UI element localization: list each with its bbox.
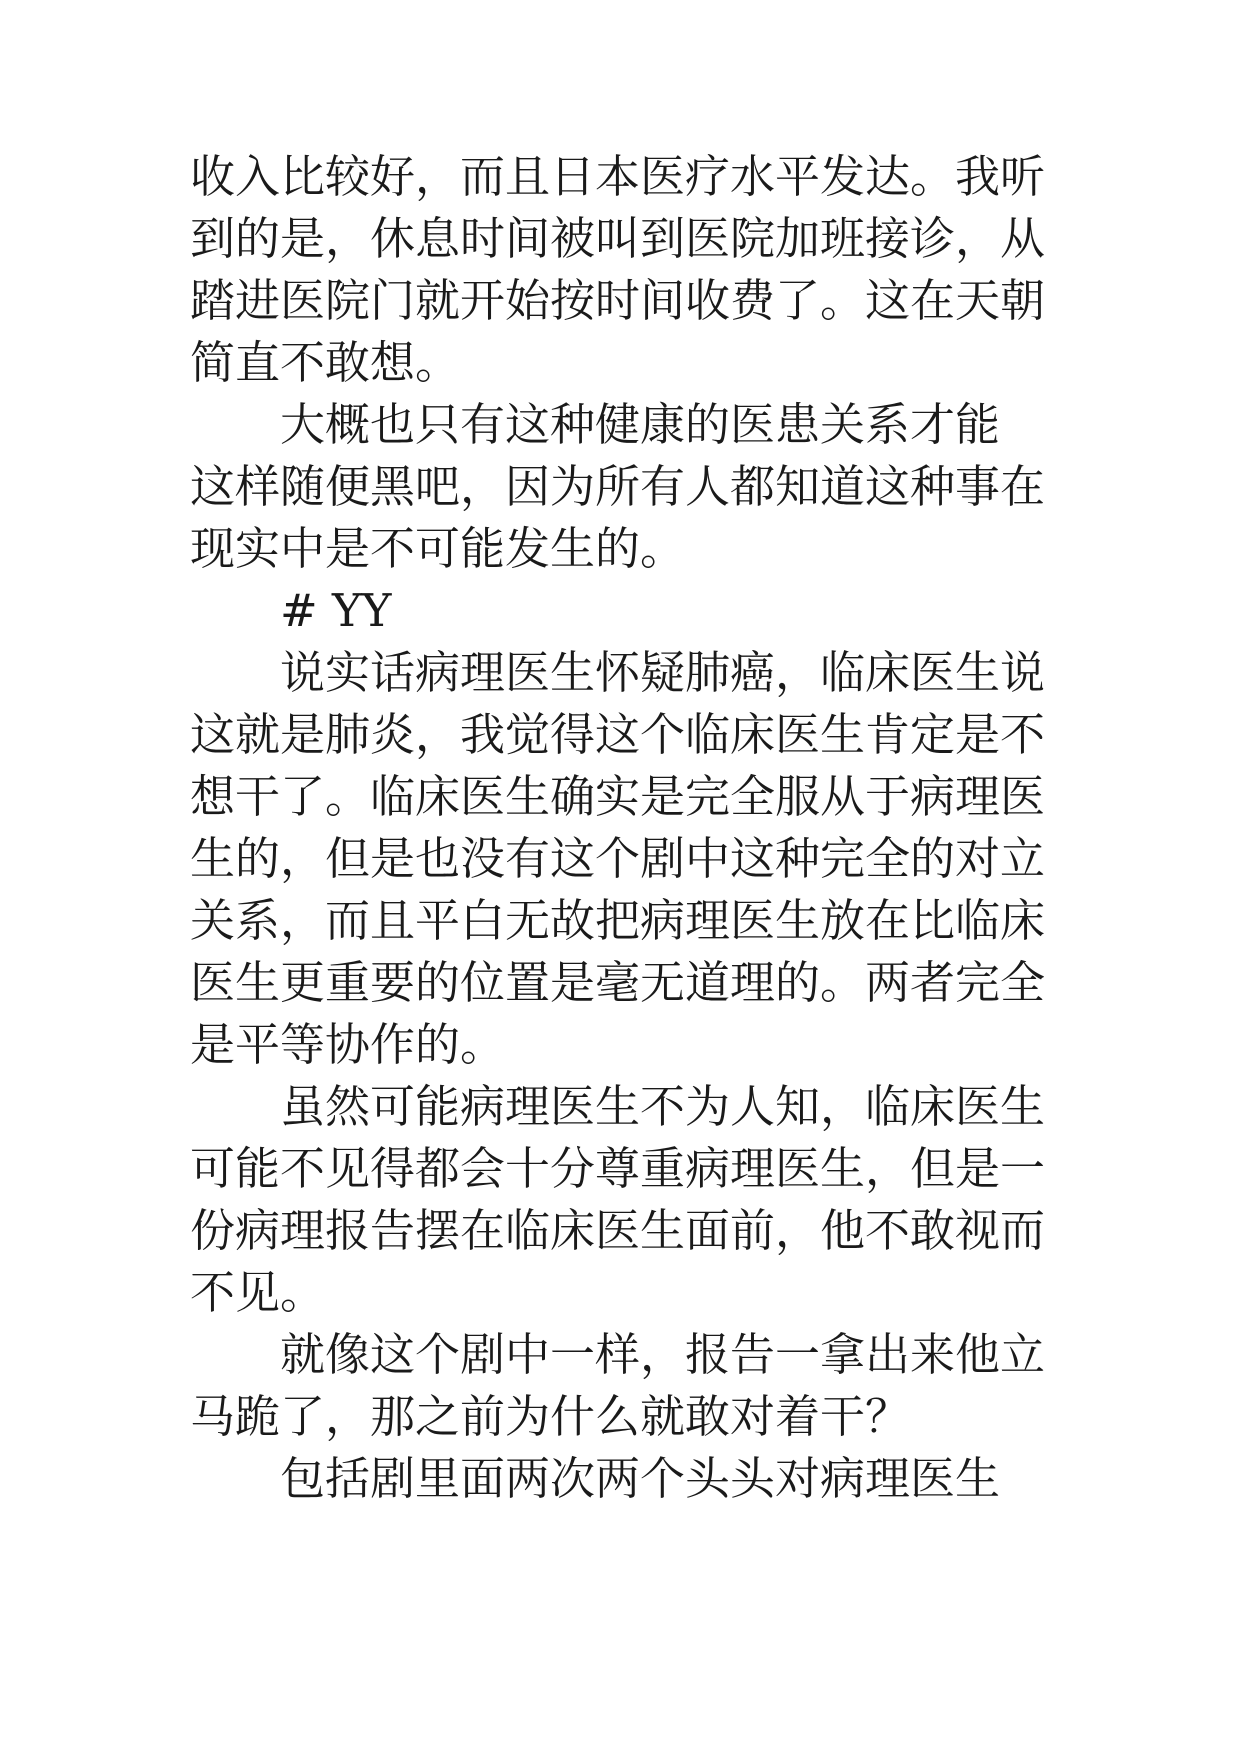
- text-line: 到的是，休息时间被叫到医院加班接诊，从: [190, 212, 1046, 265]
- text-line: 关系，而且平白无故把病理医生放在比临床: [190, 894, 1046, 947]
- section-heading: # YY: [280, 584, 392, 637]
- text-line: 份病理报告摆在临床医生面前，他不敢视而: [190, 1204, 1046, 1257]
- text-line: 这就是肺炎，我觉得这个临床医生肯定是不: [190, 708, 1046, 761]
- text-line: 现实中是不可能发生的。: [190, 522, 686, 575]
- text-line: 想干了。临床医生确实是完全服从于病理医: [190, 770, 1046, 823]
- text-line: 踏进医院门就开始按时间收费了。这在天朝: [190, 274, 1046, 327]
- text-line: 简直不敢想。: [190, 336, 461, 389]
- paragraph-start-line: 大概也只有这种健康的医患关系才能: [280, 398, 1001, 451]
- paragraph-start-line: 包括剧里面两次两个头头对病理医生: [280, 1452, 1001, 1505]
- paragraph-start-line: 说实话病理医生怀疑肺癌，临床医生说: [280, 646, 1046, 699]
- body-text: [190, 146, 1070, 1510]
- text-line: 是平等协作的。: [190, 1018, 506, 1071]
- text-line: 可能不见得都会十分尊重病理医生，但是一: [190, 1142, 1046, 1195]
- paragraph-start-line: 虽然可能病理医生不为人知，临床医生: [280, 1080, 1046, 1133]
- paragraph-start-line: 就像这个剧中一样，报告一拿出来他立: [280, 1328, 1046, 1381]
- text-line: 马跪了，那之前为什么就敢对着干？: [190, 1390, 911, 1443]
- text-line: 生的，但是也没有这个剧中这种完全的对立: [190, 832, 1046, 885]
- text-line: 收入比较好，而且日本医疗水平发达。我听: [190, 150, 1046, 203]
- text-line: 这样随便黑吧，因为所有人都知道这种事在: [190, 460, 1046, 513]
- text-line: 医生更重要的位置是毫无道理的。两者完全: [190, 956, 1046, 1009]
- text-line: 不见。: [190, 1266, 326, 1319]
